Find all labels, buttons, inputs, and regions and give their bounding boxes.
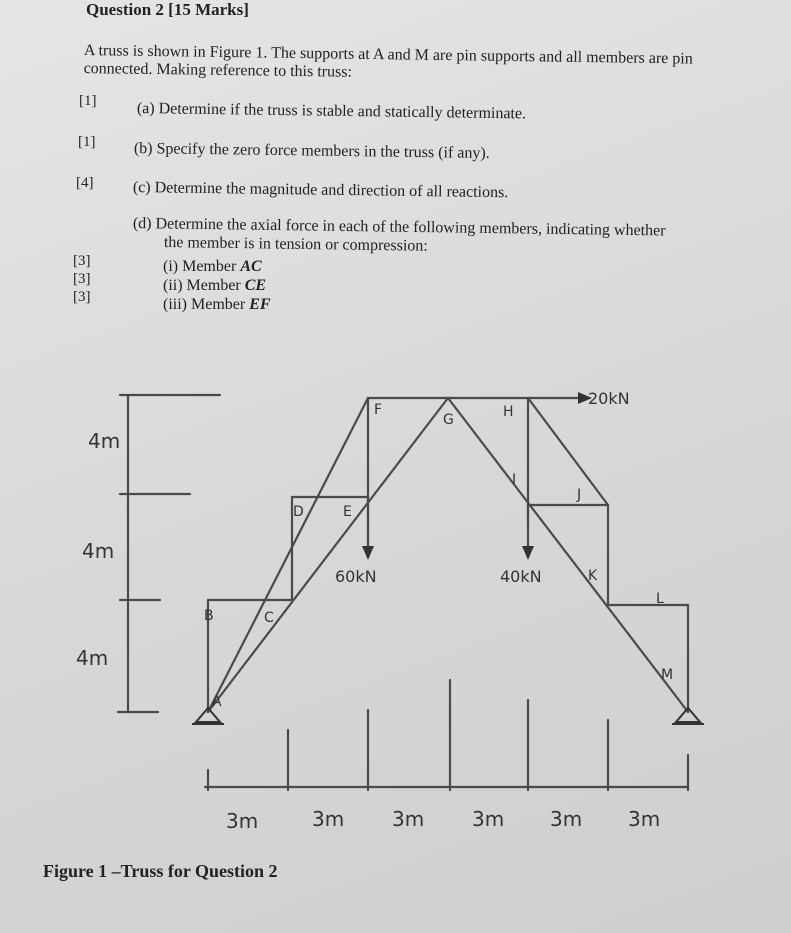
marks-d2: [3] (73, 271, 91, 287)
member-name: AC (240, 258, 262, 275)
member-name: CE (244, 277, 267, 294)
hdim-label-4: 3m (472, 807, 505, 831)
load-label-40kn: 40kN (500, 567, 542, 586)
node-label-c: C (264, 610, 274, 626)
vdim-label-2: 4m (82, 539, 115, 563)
load-label-60kn: 60kN (335, 567, 377, 586)
node-label-b: B (204, 608, 214, 624)
arrowhead-40kn (522, 546, 534, 560)
part-c-text: (c) Determine the magnitude and direction of all reactions. (132, 179, 509, 202)
figure-caption: Figure 1 –Truss for Question 2 (43, 861, 278, 881)
hdim-label-6: 3m (628, 807, 661, 831)
marks-c: [4] (76, 175, 94, 191)
inner-diagonal-ag (208, 398, 448, 712)
load-label-20kn: 20kN (588, 389, 630, 408)
marks-b: [1] (78, 134, 96, 150)
member-h-diag (528, 398, 608, 505)
node-label-g: G (443, 412, 454, 428)
node-label-h: H (503, 404, 514, 420)
vdim-label-3: 4m (76, 646, 109, 670)
hdim-label-2: 3m (312, 807, 345, 831)
hdim-label-5: 3m (550, 807, 583, 831)
marks-a: [1] (79, 93, 97, 109)
part-b-text: (b) Specify the zero force members in the truss (if any). (133, 140, 490, 162)
hdim-label-3: 3m (392, 807, 425, 831)
right-outer-chord (448, 398, 688, 712)
part-d-line2: the member is in tension or compression: (163, 234, 428, 255)
node-label-e: E (343, 504, 352, 520)
part-a-text: (a) Determine if the truss is stable and statically determinate. (136, 100, 527, 123)
node-label-j: J (577, 487, 582, 503)
node-label-l: L (656, 591, 664, 607)
node-label-m: M (661, 667, 674, 683)
hdim-label-1: 3m (226, 809, 259, 833)
item-label: (i) Member (163, 258, 241, 275)
item-label: (ii) Member (163, 277, 245, 294)
node-label-f: F (374, 402, 383, 418)
question-title: Question 2 [15 Marks] (86, 0, 249, 19)
question-intro: A truss is shown in Figure 1. The supports at A and M are pin supports and all members are pin connected. Making reference to this truss: (83, 42, 693, 81)
marks-d3: [3] (73, 289, 91, 305)
node-label-i: I (512, 472, 517, 488)
node-label-a: A (212, 694, 222, 710)
node-label-k: K (588, 568, 598, 584)
vdim-label-1: 4m (88, 429, 121, 453)
item-label: (iii) Member (163, 296, 250, 313)
member-name: EF (249, 296, 271, 313)
node-label-d: D (293, 504, 304, 520)
arrowhead-60kn (362, 546, 374, 560)
outer-left-chord (208, 398, 368, 712)
part-d-line1: (d) Determine the axial force in each of the following members, indicating whether (132, 215, 666, 240)
marks-d1: [3] (73, 253, 91, 269)
